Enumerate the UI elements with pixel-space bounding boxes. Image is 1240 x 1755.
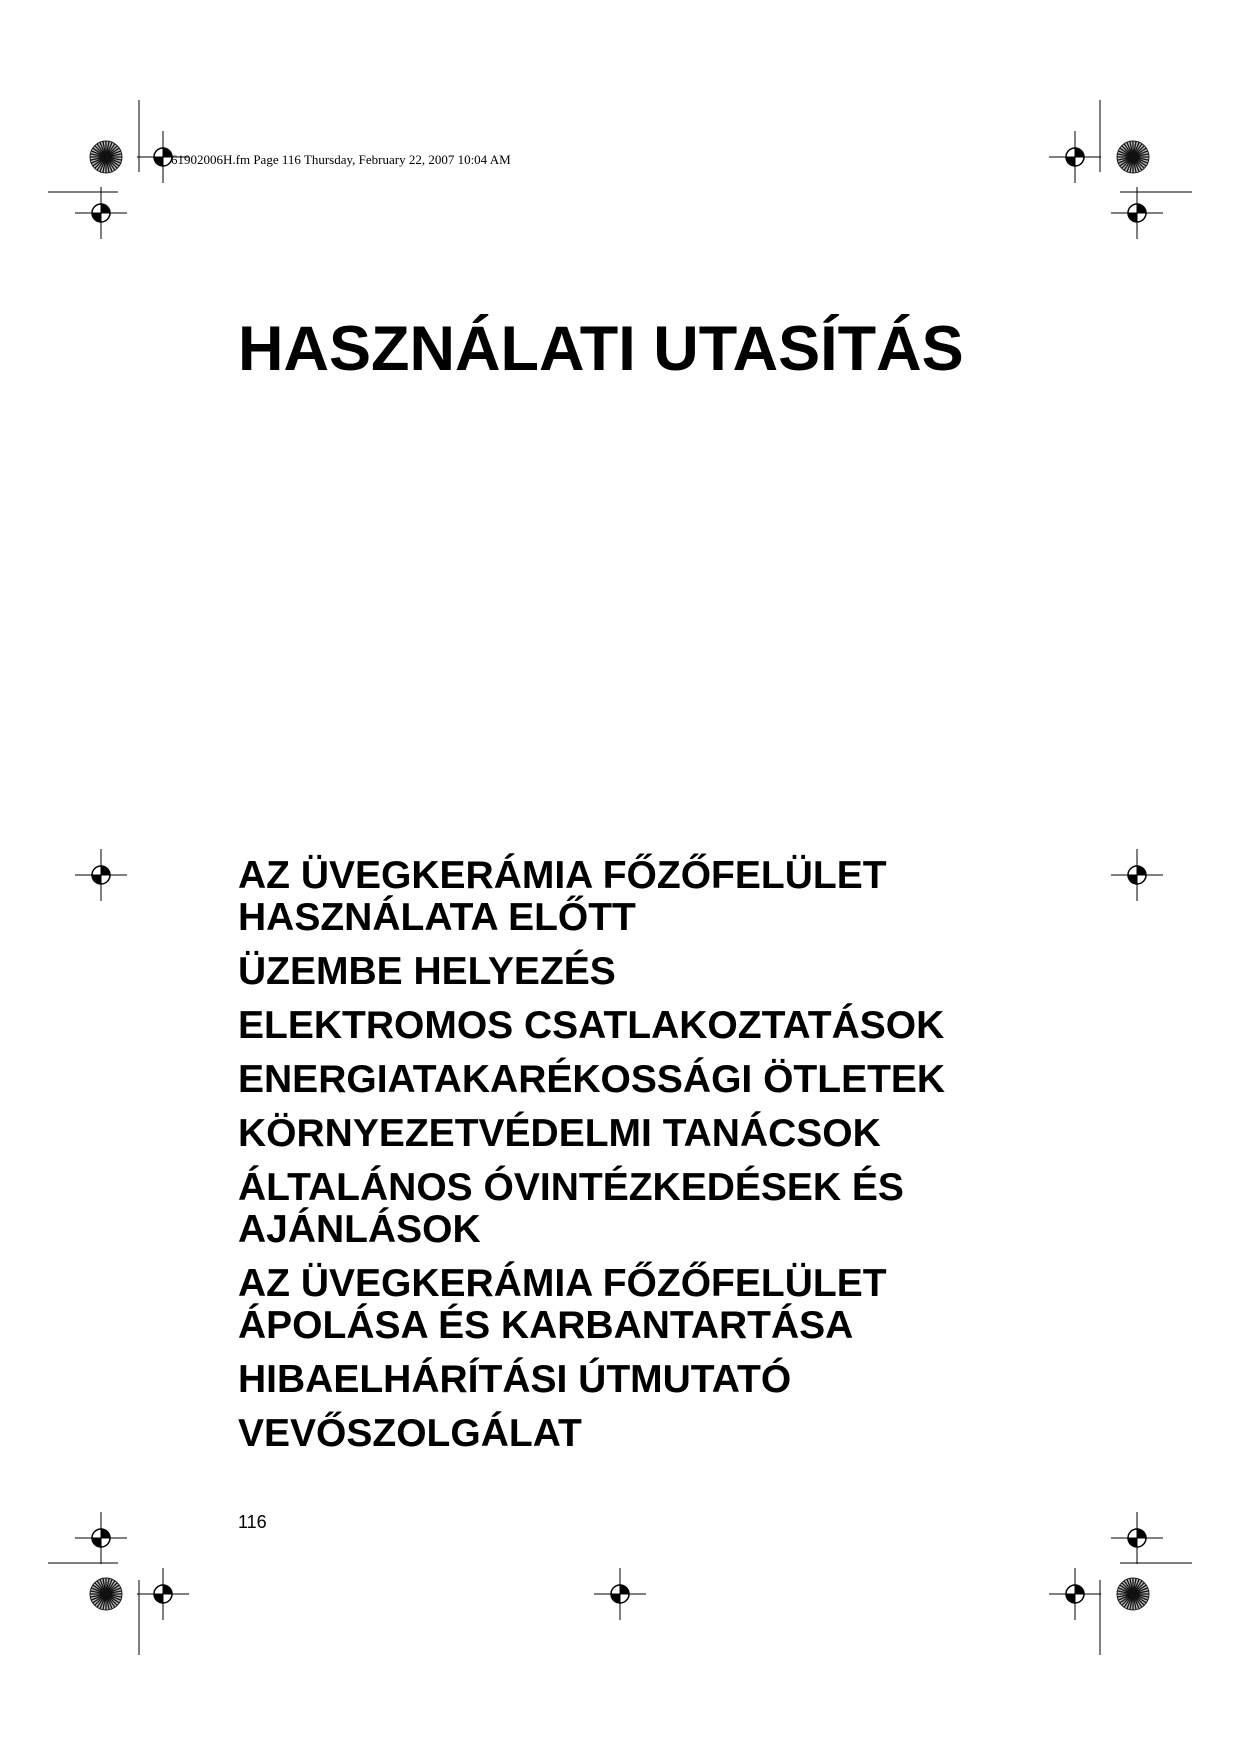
toc-entry bbox=[238, 1059, 945, 1101]
toc-entry-line: AZ ÜVEGKERÁMIA FŐZŐFELÜLET bbox=[238, 854, 887, 897]
registration-target-icon bbox=[75, 1512, 127, 1564]
toc-entry-line: AZ ÜVEGKERÁMIA FŐZŐFELÜLET bbox=[238, 1262, 887, 1305]
color-wheel-icon bbox=[90, 141, 122, 173]
page-number: 116 bbox=[238, 1512, 267, 1532]
toc-entry-line: ÁLTALÁNOS ÓVINTÉZKEDÉSEK ÉS bbox=[238, 1166, 904, 1209]
registration-target-icon bbox=[594, 1568, 646, 1620]
toc-entry-line: KÖRNYEZETVÉDELMI TANÁCSOK bbox=[238, 1112, 881, 1155]
color-wheel-icon bbox=[90, 1578, 122, 1610]
slug-line: 61902006H.fm Page 116 Thursday, February 22, 2007 10:04 AM bbox=[171, 152, 511, 167]
toc-entry-line: AJÁNLÁSOK bbox=[238, 1208, 481, 1251]
toc-entry-line: VEVŐSZOLGÁLAT bbox=[238, 1412, 582, 1455]
toc-entry bbox=[238, 951, 945, 993]
toc-entry-line: ELEKTROMOS CSATLAKOZTATÁSOK bbox=[238, 1004, 945, 1047]
color-wheel-icon bbox=[1117, 141, 1149, 173]
registration-target-icon bbox=[75, 187, 127, 239]
toc-entry bbox=[238, 1113, 945, 1155]
toc-entry bbox=[238, 1359, 945, 1401]
color-wheel-icon bbox=[1117, 1578, 1149, 1610]
toc-entry bbox=[238, 1167, 945, 1251]
toc-entry-line: ÁPOLÁSA ÉS KARBANTARTÁSA bbox=[238, 1304, 854, 1347]
toc-entry-line: HASZNÁLATA ELŐTT bbox=[238, 896, 636, 939]
toc-entry-line: HIBAELHÁRÍTÁSI ÚTMUTATÓ bbox=[238, 1358, 792, 1401]
registration-target-icon bbox=[1049, 131, 1101, 183]
table-of-contents bbox=[238, 855, 945, 1467]
toc-entry-line: ENERGIATAKARÉKOSSÁGI ÖTLETEK bbox=[238, 1058, 946, 1101]
registration-target-icon bbox=[1049, 1568, 1101, 1620]
toc-entry bbox=[238, 1005, 945, 1047]
document-title: HASZNÁLATI UTASÍTÁS bbox=[238, 314, 964, 384]
toc-entry bbox=[238, 1413, 945, 1455]
toc-entry bbox=[238, 855, 945, 939]
registration-target-icon bbox=[1111, 849, 1163, 901]
registration-target-icon bbox=[137, 1568, 189, 1620]
registration-target-icon bbox=[1111, 187, 1163, 239]
registration-target-icon bbox=[1111, 1512, 1163, 1564]
toc-entry-line: ÜZEMBE HELYEZÉS bbox=[238, 950, 616, 993]
toc-entry bbox=[238, 1263, 945, 1347]
registration-target-icon bbox=[75, 849, 127, 901]
